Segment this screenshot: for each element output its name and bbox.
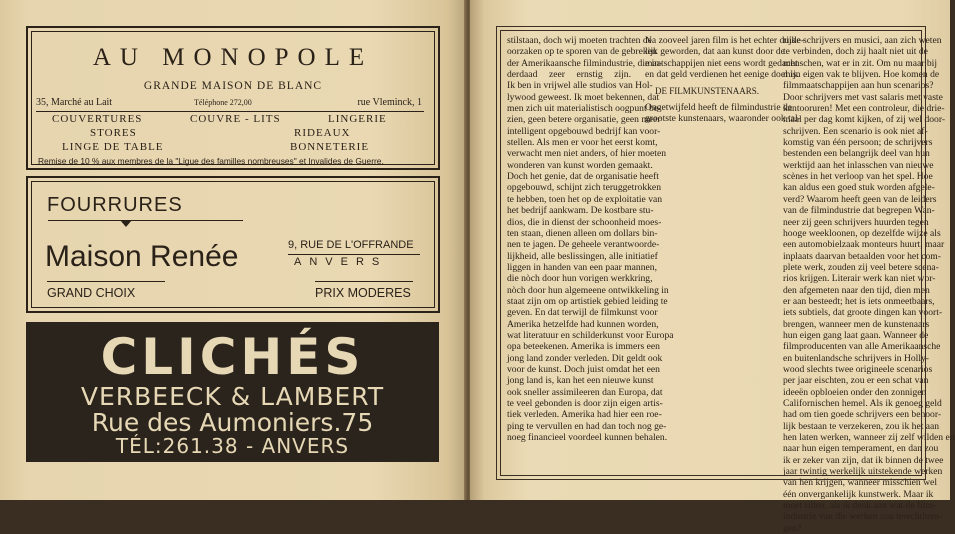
street-address: Rue des Aumoniers.75 [91, 408, 374, 437]
text-line: nòch door hun algemeene ontwikkeling in [507, 284, 669, 296]
text-line: kan aldus een goed stuk worden afgele- [783, 182, 935, 194]
text-line: lijk geworden, dat aan kunst door de [645, 46, 785, 58]
text-line: ik er zeker van zijn, dat ik binnen de twee [783, 454, 944, 466]
text-line: derdaad zeer ernstig zijn. [507, 69, 631, 81]
text-line: filmproducenten van alle Amerikaansche [783, 341, 941, 353]
text-line: den afgemeten naar den tijd, dien men [783, 284, 930, 296]
text-line: had om tien goede schrijvers een behoor- [783, 409, 942, 421]
article-column-1 [507, 35, 674, 444]
text-line: grootste kunstenaars, waaronder ook tal- [645, 113, 801, 125]
divider [315, 281, 413, 282]
article-column-3 [783, 35, 955, 534]
text-line: verd? Waarom heeft geen van de leiders [783, 193, 937, 205]
company-name: VERBEECK & LAMBERT [80, 382, 385, 411]
divider [48, 220, 243, 221]
text-line: en buitenlandsche schrijvers in Holly- [783, 352, 930, 364]
text-line: rijke schrijvers en musici, aan zich weten [783, 35, 942, 46]
triangle-ornament [120, 220, 132, 227]
text-line: stellen. Als men er voor het eerst komt, [507, 137, 658, 149]
text-line: intelligent opgebouwd bedrijf kan voor- [507, 125, 661, 137]
text-line: tiek verleden. Amerika had hier een roe- [507, 409, 662, 421]
text-line: die nòch door hun vorigen werkkring, [507, 273, 653, 285]
text-line: noeg financieel voordeel kunnen behalen. [507, 432, 668, 444]
text-line: der Amerikaansche filmindustrie, die in- [507, 57, 663, 69]
product-item: COUVRE - LITS [190, 113, 281, 125]
city: ANVERS [294, 256, 388, 268]
divider [288, 254, 420, 255]
shop-name: Maison Renée [45, 240, 239, 273]
text-line: stilstaan, doch wij moeten trachten de [507, 35, 652, 46]
text-line: het bedrijf aankwam. De kostbare stu- [507, 205, 654, 217]
article-column-2 [645, 35, 805, 125]
text-line: wat literatuur en schilderkunst voor Europa [507, 329, 674, 341]
ad-inner-border [31, 31, 435, 165]
text-line: verwacht men niet anders, of hier moeten [507, 148, 667, 160]
ad-heading: FOURRURES [47, 194, 183, 216]
text-line: Doch het genie, dat de organisatie heeft [507, 171, 659, 183]
text-line: een automobielzaak monteurs huurt, maar [783, 239, 945, 251]
telephone: Téléphone 272,00 [194, 98, 252, 107]
product-item: BONNETERIE [290, 141, 370, 153]
ad-title: CLICHÉS [100, 328, 365, 386]
text-line: kantooruren! Met een controleur, die drie- [783, 103, 945, 115]
text-line: staat zijn om op artistiek gebied leiding te [507, 295, 668, 307]
text-line: wonderen van kunst worden gemaakt. [507, 159, 653, 171]
text-line: zien, geen betere organisatie, geen meer [507, 114, 661, 126]
text-line: ping te vervullen en had dan toch nog ge- [507, 420, 667, 432]
text-line: jong land zonder verleden. Dit geldt ook [507, 352, 663, 364]
divider [36, 111, 424, 112]
text-line: opgebouwd, schijnt zich teruggetrokken [507, 182, 661, 194]
text-line: opa beteekenen. Amerika is immers een [507, 341, 660, 353]
text-line: van de filmindustrie dat begrepen Wan- [783, 205, 935, 217]
text-line: te hebben, toen het op de exploitatie van [507, 193, 663, 205]
text-line: gen? [783, 522, 802, 534]
text-line: neer zij geen schrijvers huurden tegen [783, 216, 929, 228]
right-tagline: PRIX MODERES [315, 286, 411, 300]
text-line: filmmaatschappijen aan hun scenarios? [783, 80, 934, 92]
text-line: ook sneller assimileeren dan Europa, dat [507, 386, 663, 398]
text-line: scènes in het verloop van het spel. Hoe [783, 171, 933, 183]
product-item: COUVERTURES [52, 113, 143, 125]
article-frame [496, 26, 955, 534]
text-line: jong land is, kan het een nieuwe kunst [507, 375, 654, 387]
text-line: bestenden een belangrijk deel van hun [783, 148, 930, 160]
ad-cliches [26, 322, 439, 462]
ad-maison-renee [26, 176, 440, 313]
text-line: liggen in handen van een paar mannen, [507, 261, 657, 273]
text-line: dios, die in dienst der schoonheid moes- [507, 216, 662, 228]
text-line: nen te jagen. De geheele verantwoorde- [507, 239, 660, 251]
product-item: RIDEAUX [294, 127, 351, 139]
text-line: lywood geweest. Ik moet bekennen, dat [507, 91, 660, 103]
text-line: voor de kunst. Doch juist omdat het een [507, 363, 660, 375]
text-line: rios krijgen. Literair werk kan niet wor- [783, 273, 936, 285]
text-line: te veel gebonden is door zijn eigen artis- [507, 398, 663, 409]
divider [47, 281, 165, 282]
address-left: 35, Marché au Lait [36, 97, 113, 108]
text-line: Amerika hetzelfde had kunnen worden, [507, 318, 659, 330]
street-address: 9, RUE DE L'OFFRANDE [288, 239, 414, 251]
text-line: inplaats daarvan betaalden voor het com- [783, 250, 941, 262]
text-line: moet rillen, als ik denk aan wat de film- [783, 500, 937, 512]
text-line: Californischen hemel. Als ik genoeg geld [783, 398, 942, 409]
phone-city: TÉL:261.38 - ANVERS [115, 434, 350, 458]
text-line: naar hun eigen temperament, en dan zou [783, 443, 939, 455]
ad-subtitle: GRANDE MAISON DE BLANC [143, 80, 323, 92]
left-tagline: GRAND CHOIX [47, 286, 136, 300]
text-line: één onvergankelijk kunstwerk. Maar ik [783, 488, 934, 500]
text-line: menschen, wat er in zit. Om nu maar bij [783, 57, 937, 69]
text-line: lijkheid, alle beslissingen, alle initiatief [507, 250, 658, 262]
left-page [0, 0, 466, 500]
text-line: hooge weekloonen, op dezelfde wijze als [783, 227, 941, 239]
text-line: te verbinden, doch zij haalt niet uit de [783, 46, 928, 58]
ad-title: AU MONOPOLE [92, 44, 374, 71]
section-heading: DE FILMKUNSTENAARS. [654, 86, 759, 97]
text-line: maal per dag komt kijken, of zij wel door- [783, 114, 946, 126]
text-line: komstig van één persoon; de schrijvers [783, 137, 933, 149]
text-line: per jaar eischten, zou er een schat van [783, 375, 929, 387]
text-line: ideeën opbloeien onder den zonnigen [783, 386, 927, 398]
text-line: maatschappijen niet eens wordt gedacht [645, 57, 798, 69]
text-line: hen laten werken, wanneer zij zelf wilden en [783, 432, 955, 444]
ad-inner-border [31, 181, 435, 308]
text-line: geven. En dat terwijl de filmkunst voor [507, 307, 658, 319]
product-item: LINGERIE [328, 113, 387, 125]
text-line: en dat geld verdienen het eenige doel is. [645, 69, 799, 81]
text-line: industrie van die werken zou terechtbren- [783, 511, 943, 523]
discount-note: Remise de 10 % aux membres de la "Ligue des familles nombreuses" et Invalides de Guerre. [38, 156, 384, 166]
product-item: STORES [90, 127, 137, 139]
text-line: oorzaken op te sporen van de gebreken [507, 46, 657, 58]
text-line: van hen krijgen, wanneer misschien wel [783, 477, 937, 489]
text-line: Na zooveel jaren film is het echter duide- [645, 35, 805, 46]
text-line: plete werk, zouden zij veel betere scena- [783, 261, 939, 273]
text-line: ten staan, dienen alleen om dollars bin- [507, 227, 658, 239]
text-line: wood slechts twee origineele scenarios [783, 363, 933, 375]
text-line: men zich uit materialistisch oogpunt be- [507, 103, 662, 115]
text-line: mijn eigen vak te blijven. Hoe komen de [783, 69, 940, 81]
text-line: Ik ben in vrijwel alle studios van Hol- [507, 80, 653, 92]
product-item: LINGE DE TABLE [62, 141, 164, 153]
text-line: brengen, wanneer men de kunstenaars [783, 318, 930, 330]
text-line: iets subtiels, dat groote dingen kan voort- [783, 307, 943, 319]
text-line: hun eigen gang laat gaan. Wanneer de [783, 329, 929, 341]
text-line: schrijven. Een scenario is ook niet af- [783, 125, 928, 137]
text-line: Ongetwijfeld heeft de filmindustrie de [645, 101, 793, 113]
text-line: werktijd aan het inlasschen van nieuwe [783, 159, 934, 171]
ad-au-monopole [26, 26, 440, 170]
text-line: er aan besteedt; het is iets onmeetbaars, [783, 295, 935, 307]
address-right: rue Vleminck, 1 [357, 97, 422, 108]
text-line: jaar twintig werkelijk uitstekende werken [783, 466, 943, 478]
text-line: Door schrijvers met vast salaris met vaste [783, 91, 943, 103]
text-line: lijk bestaan te verzekeren, zou ik het aan [783, 420, 940, 432]
